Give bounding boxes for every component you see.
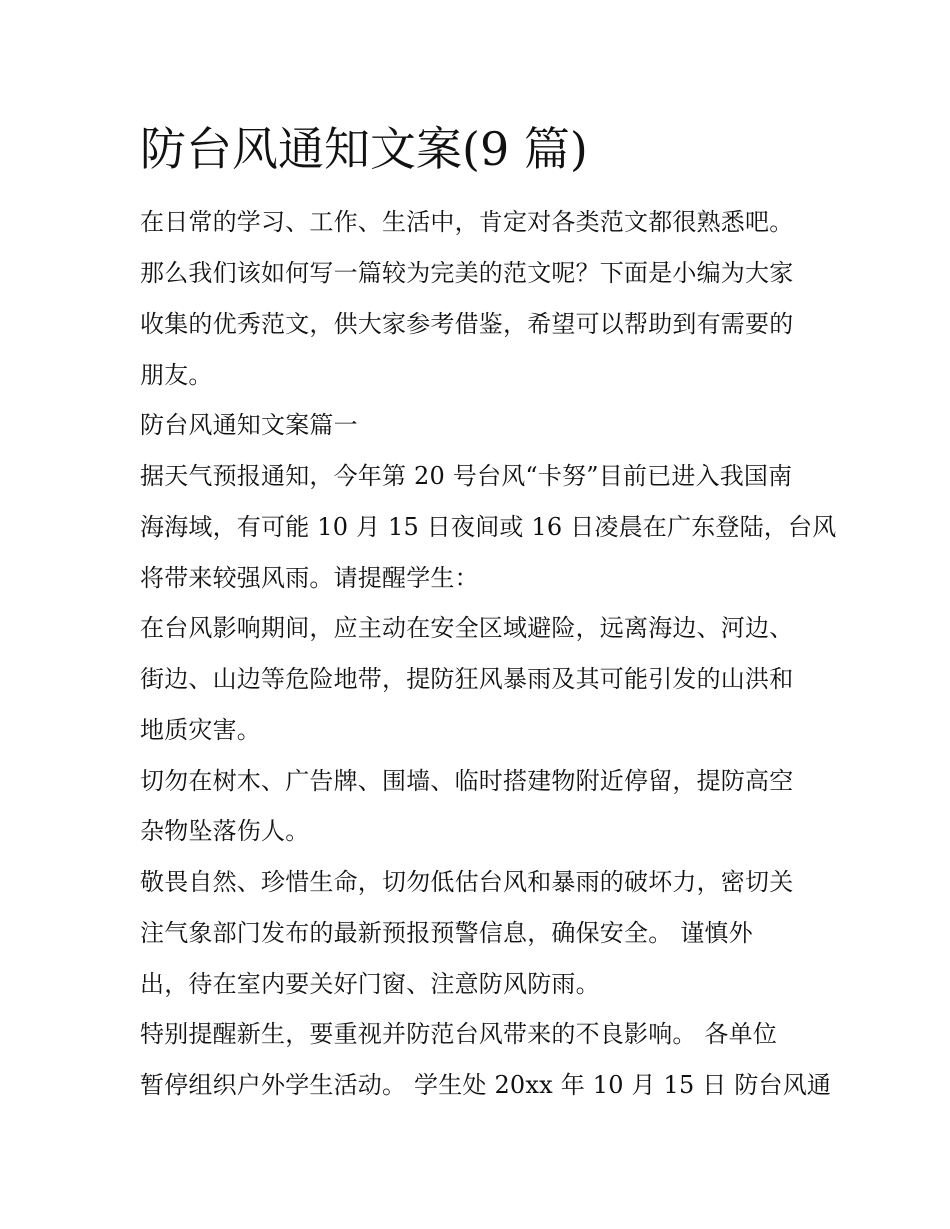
paragraph-line: 暂停组织户外学生活动。 学生处 20xx 年 10 月 15 日 防台风通 (140, 1071, 832, 1099)
section-heading: 防台风通知文案篇一 (140, 411, 358, 439)
paragraph-line: 敬畏自然、珍惜生命，切勿低估台风和暴雨的破坏力，密切关 (140, 868, 794, 896)
paragraph-line: 朋友。 (140, 361, 213, 389)
paragraph-line: 海海域，有可能 10 月 15 日夜间或 16 日凌晨在广东登陆，台风 (140, 513, 837, 541)
paragraph-line: 街边、山边等危险地带，提防狂风暴雨及其可能引发的山洪和 (140, 665, 794, 693)
paragraph-line: 那么我们该如何写一篇较为完美的范文呢？下面是小编为大家 (140, 259, 794, 287)
paragraph-line: 出，待在室内要关好门窗、注意防风防雨。 (140, 970, 600, 998)
paragraph-line: 注气象部门发布的最新预报预警信息，确保安全。 谨慎外 (140, 919, 753, 947)
paragraph-line: 据天气预报通知，今年第 20 号台风“卡努”目前已进入我国南 (140, 462, 793, 490)
paragraph-line: 特别提醒新生，要重视并防范台风带来的不良影响。 各单位 (140, 1020, 778, 1048)
paragraph-line: 杂物坠落伤人。 (140, 817, 310, 845)
paragraph-line: 切勿在树木、广告牌、围墙、临时搭建物附近停留，提防高空 (140, 767, 794, 795)
paragraph-line: 在台风影响期间，应主动在安全区域避险，远离海边、河边、 (140, 614, 794, 642)
document-title: 防台风通知文案(9 篇) (140, 122, 588, 176)
paragraph-line: 在日常的学习、工作、生活中，肯定对各类范文都很熟悉吧。 (140, 208, 794, 236)
paragraph-line: 将带来较强风雨。请提醒学生： (140, 564, 479, 592)
paragraph-line: 收集的优秀范文，供大家参考借鉴，希望可以帮助到有需要的 (140, 310, 794, 338)
paragraph-line: 地质灾害。 (140, 716, 261, 744)
